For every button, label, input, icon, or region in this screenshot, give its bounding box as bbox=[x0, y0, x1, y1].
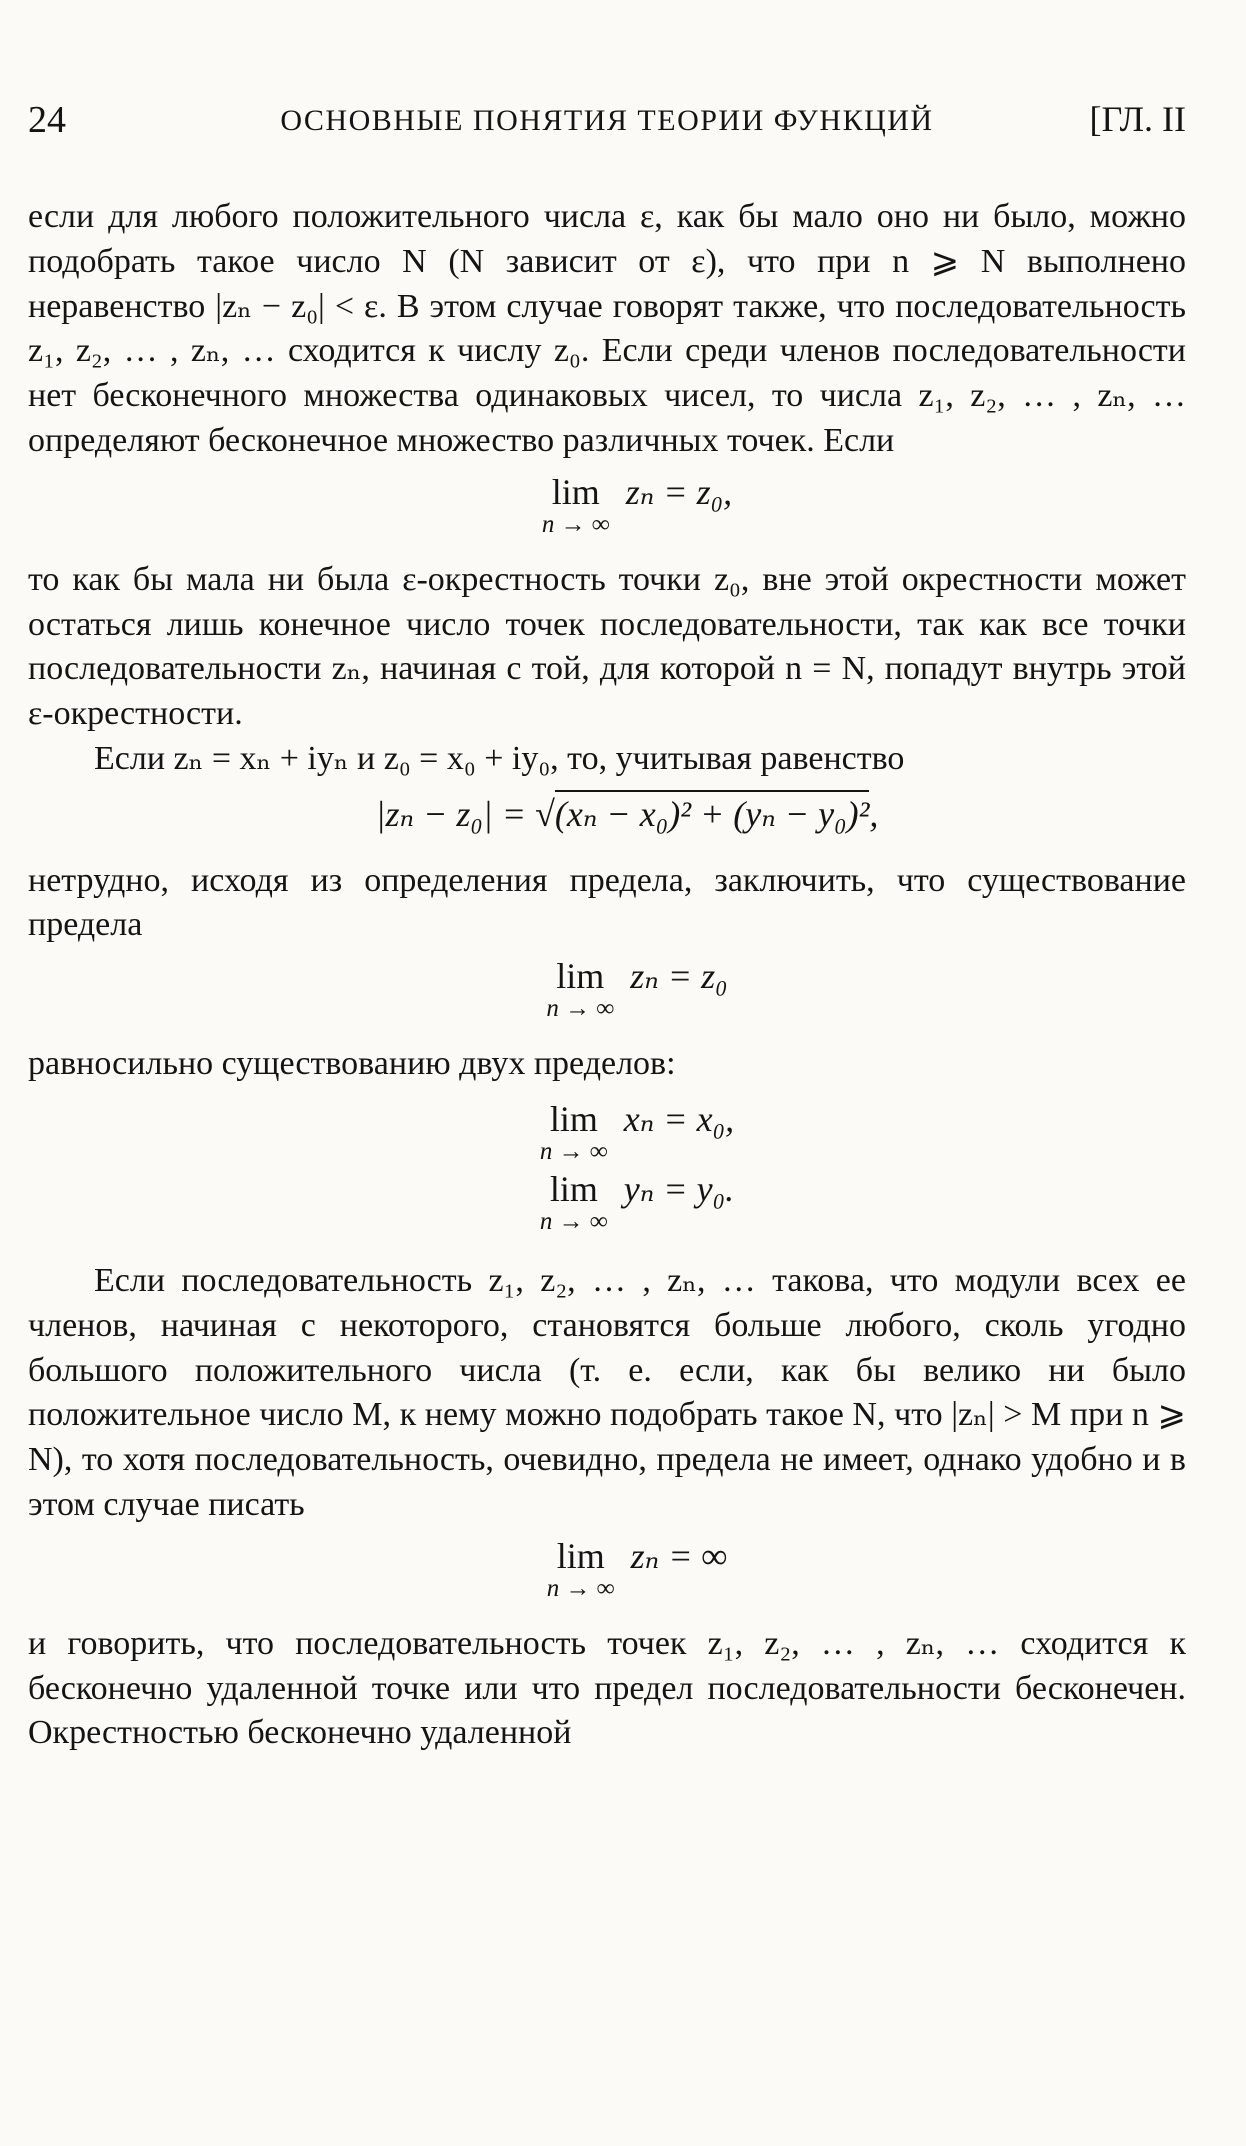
lim-subscript: n → ∞ bbox=[546, 995, 615, 1023]
lim-operator bbox=[542, 472, 610, 538]
lim-expression: zₙ = ∞ bbox=[630, 1535, 728, 1576]
formula-limit-z-2 bbox=[28, 956, 1186, 1022]
lim-operator bbox=[547, 1536, 615, 1602]
lim-expression: xₙ = x₀, bbox=[623, 1098, 735, 1139]
body-text bbox=[28, 195, 1186, 1756]
lim-subscript: n → ∞ bbox=[539, 1207, 608, 1235]
lim-expression: zₙ = z₀ bbox=[630, 956, 728, 997]
page-number: 24 bbox=[28, 99, 66, 141]
lim-subscript: n → ∞ bbox=[539, 1137, 608, 1165]
formula-modulus bbox=[28, 792, 1186, 837]
lim-expression: yₙ = y₀. bbox=[623, 1168, 735, 1209]
lim-subscript: n → ∞ bbox=[541, 510, 610, 538]
paragraph-6: Если последовательность z₁, z₂, … , zₙ, … такова, что модули всех ее членов, начиная с некоторого, становятся больше любого, сколь угодно большого положительного числа (т. е. если, как бы велико ни было положительное число M, к нему можно подобрать такое N, что |zₙ| > M при n ⩾ N), то хотя последовательность, очевидно, предела не имеет, однако удобно и в этом случае писать bbox=[28, 1261, 1186, 1523]
sqrt-sign: √ bbox=[535, 793, 555, 834]
lim-subscript: n → ∞ bbox=[546, 1574, 615, 1602]
lim-word: lim bbox=[551, 471, 600, 512]
lim-operator bbox=[540, 1099, 608, 1165]
paragraph-2: то как бы мала ни была ε-окрестность точки z₀, вне этой окрестности может остаться лишь конечное число точек последовательности, так как все точки последовательности zₙ, начиная с той, для которой n = N, попадут внутрь этой ε-окрестности. bbox=[28, 560, 1186, 733]
running-title: ОСНОВНЫЕ ПОНЯТИЯ ТЕОРИИ ФУНКЦИЙ bbox=[280, 104, 934, 137]
formula-limit-y bbox=[540, 1169, 734, 1235]
formula-limit-infinity bbox=[28, 1536, 1186, 1602]
lim-operator bbox=[546, 956, 614, 1022]
formula-two-limits bbox=[28, 1095, 1186, 1239]
lim-operator bbox=[540, 1169, 608, 1235]
chapter-mark: [ГЛ. II bbox=[1089, 99, 1186, 139]
paragraph-1: если для любого положительного числа ε, как бы мало оно ни было, можно подобрать такое число N (N зависит от ε), что при n ⩾ N выполнено неравенство |zₙ − z₀| < ε. В этом случае говорят также, что последовательность z₁, z₂, … , zₙ, … сходится к числу z₀. Если среди членов последовательности нет бесконечного множества одинаковых чисел, то числа z₁, z₂, … , zₙ, … определяют бесконечное множество различных точек. Если bbox=[28, 198, 1186, 459]
running-head bbox=[28, 98, 1186, 148]
lim-expression: zₙ = z₀, bbox=[625, 471, 733, 512]
lim-word: lim bbox=[549, 1168, 598, 1209]
paragraph-7: и говорить, что последовательность точек z₁, z₂, … , zₙ, … сходится к бесконечно удаленной точке или что предел последовательности бесконечен. Окрестностью бесконечно удаленной bbox=[28, 1624, 1186, 1752]
formula-modulus-left: |zₙ − z₀| = bbox=[375, 793, 536, 834]
paragraph-5: равносильно существованию двух пределов: bbox=[28, 1045, 676, 1083]
formula-modulus-tail: , bbox=[869, 793, 879, 834]
paragraph-4: нетрудно, исходя из определения предела, заключить, что существование предела bbox=[28, 861, 1186, 944]
lim-word: lim bbox=[556, 1535, 605, 1576]
formula-limit-x bbox=[540, 1099, 734, 1165]
formula-limit-z bbox=[28, 472, 1186, 538]
sqrt-radicand: (xₙ − x₀)² + (yₙ − y₀)² bbox=[555, 790, 870, 834]
paragraph-3: Если zₙ = xₙ + iyₙ и z₀ = x₀ + iy₀, то, учитывая равенство bbox=[94, 739, 905, 777]
lim-word: lim bbox=[549, 1098, 598, 1139]
lim-word: lim bbox=[556, 956, 605, 997]
